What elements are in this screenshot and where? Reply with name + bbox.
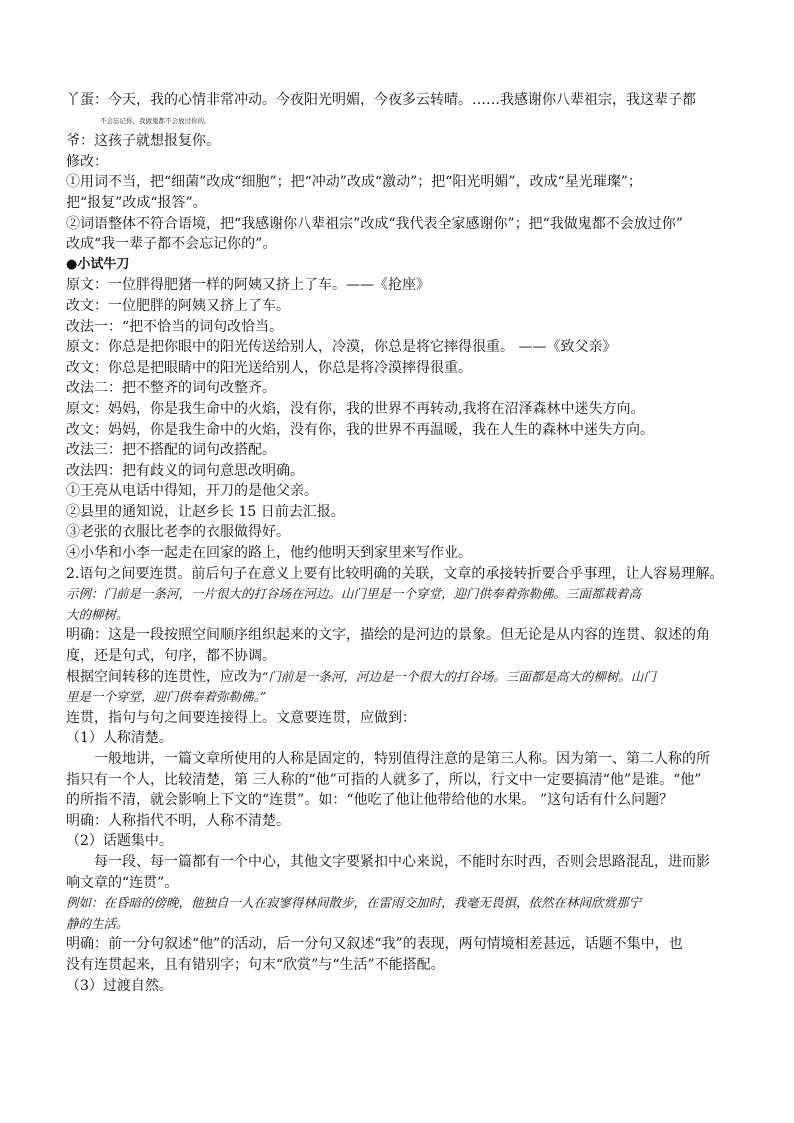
method-label: 改法三：把不搭配的词句改搭配。 [66, 442, 276, 459]
example-revised: 改文：一位肥胖的阿姨又挤上了车。 [66, 297, 290, 314]
exercise-item: ②县里的通知说，让赵乡长 15 日前去汇报。 [66, 503, 345, 520]
revision-item-continued: 改成“我一辈子都不会忘记你的”。 [66, 236, 277, 253]
clarification: 明确：人称指代不明，人称不清楚。 [66, 812, 290, 829]
paragraph-line: 响文章的“连贯”。 [66, 874, 179, 891]
revision-item: ②词语整体不符合语境，把“我感谢你八辈祖宗”改成“我代表全家感谢你”；把“我做鬼都不会放过你” [66, 215, 683, 232]
example-handwritten-continued: 静的生活。 [66, 915, 129, 931]
paragraph-line: 每一段、每一篇都有一个中心，其他文字要紧扣中心来说，不能时东时西，否则会思路混乱，进而影 [94, 853, 710, 870]
correction-quote-continued: 里是一个穿堂，迎门供奉着弥勒佛。” [66, 689, 267, 705]
exercise-item: ④小华和小李一起走在回家的路上，他约他明天到家里来写作业。 [66, 545, 472, 562]
revision-item-continued: 把“报复”改成“报答”。 [66, 194, 207, 211]
definition-line: 连贯，指句与句之间要连接得上。文意要连贯，应做到： [66, 709, 416, 726]
paragraph-line: 一般地讲，一篇文章所使用的人称是固定的，特别值得注意的是第三人称。因为第一、第二人称的所 [94, 751, 710, 767]
section-heading: ●小试牛刀 [66, 256, 130, 272]
clarification: 明确：这是一段按照空间顺序组织起来的文字，描绘的是河边的景象。但无论是从内容的连贯、叙述的角 [66, 627, 710, 644]
subheading: （1）人称清楚。 [66, 730, 173, 747]
example-original: 原文：你总是把你眼中的阳光传送给别人，冷漠，你总是将它摔得很重。 ——《致父亲》 [66, 339, 617, 356]
clarification: 明确：前一分句叙述“他”的活动，后一分句又叙述“我”的表现，两句情境相差甚远，话题不集中，也 [66, 936, 683, 953]
correction-line [66, 667, 730, 688]
dialogue-line: 丫蛋：今天，我的心情非常冲动。今夜阳光明媚，今夜多云转晴。……我感谢你八辈祖宗，我这辈子都 [66, 92, 696, 108]
dialogue-line-continued: 不会忘记你，我做鬼都不会放过你的。 [100, 116, 211, 125]
revision-heading: 修改： [66, 153, 108, 170]
subheading: （2）话题集中。 [66, 833, 173, 850]
example-handwritten-continued: 大的柳树。 [66, 606, 129, 622]
correction-quote: “门前是一条河，河边是一个很大的打谷场。三面都是高大的柳树。山门 [262, 668, 656, 684]
clarification-continued: 没有连贯起来，且有错别字；句末“欣赏”与“生活”不能搭配。 [66, 956, 445, 973]
revision-item: ①用词不当，把“细菌”改成“细胞”；把“冲动”改成“激动”；把“阳光明媚”，改成“星光璀璨”； [66, 174, 642, 191]
section-point-heading: 2.语句之间要连贯。前后句子在意义上要有比较明确的关联，文章的承接转折要合乎事理，让人容易理解。 [66, 565, 724, 582]
method-label: 改法一：“把不恰当的词句改恰当。 [66, 318, 284, 335]
method-label: 改法二：把不整齐的词句改整齐。 [66, 380, 276, 397]
example-original: 原文：一位胖得肥猪一样的阿姨又挤上了车。——《抢座》 [66, 277, 430, 294]
paragraph-line: 指只有一个人，比较清楚，第 三人称的“他”可指的人就多了，所以，行文中一定要搞清“他”是谁。“他” [66, 771, 702, 788]
exercise-item: ③老张的衣服比老李的衣服做得好。 [66, 524, 290, 541]
example-revised: 改文：你总是把眼睛中的阳光送给别人，你总是将冷漠摔得很重。 [66, 359, 472, 376]
dialogue-line: 爷：这孩子就想报复你。 [66, 133, 220, 150]
subheading: （3）过渡自然。 [66, 977, 173, 994]
exercise-item: ①王亮从电话中得知，开刀的是他父亲。 [66, 483, 318, 500]
example-handwritten: 例如：在昏暗的傍晚，他独自一人在寂寥得林间散步，在雷雨交加时，我毫无畏惧，依然在林间欣赏那宁 [66, 895, 642, 911]
correction-lead: 根据空间转移的连贯性，应改为 [66, 668, 262, 685]
document-page [66, 90, 730, 996]
example-original: 原文：妈妈，你是我生命中的火焰，没有你，我的世界不再转动,我将在沼泽森林中迷失方向。 [66, 400, 645, 417]
example-revised: 改文：妈妈，你是我生命中的火焰，没有你，我的世界不再温暖，我在人生的森林中迷失方向。 [66, 421, 654, 438]
paragraph-line: 的所指不清，就会影响上下文的“连贯”。如：“他吃了他让他带给他的水果。 ”这句话有什么问题？ [66, 792, 674, 809]
method-label: 改法四：把有歧义的词句意思改明确。 [66, 462, 304, 479]
clarification-continued: 度，还是句式，句序，都不协调。 [66, 648, 276, 665]
example-handwritten: 示例：门前是一条河，一片很大的打谷场在河边。山门里是一个穿堂，迎门供奉着弥勒佛。三面都栽着高 [66, 586, 642, 602]
